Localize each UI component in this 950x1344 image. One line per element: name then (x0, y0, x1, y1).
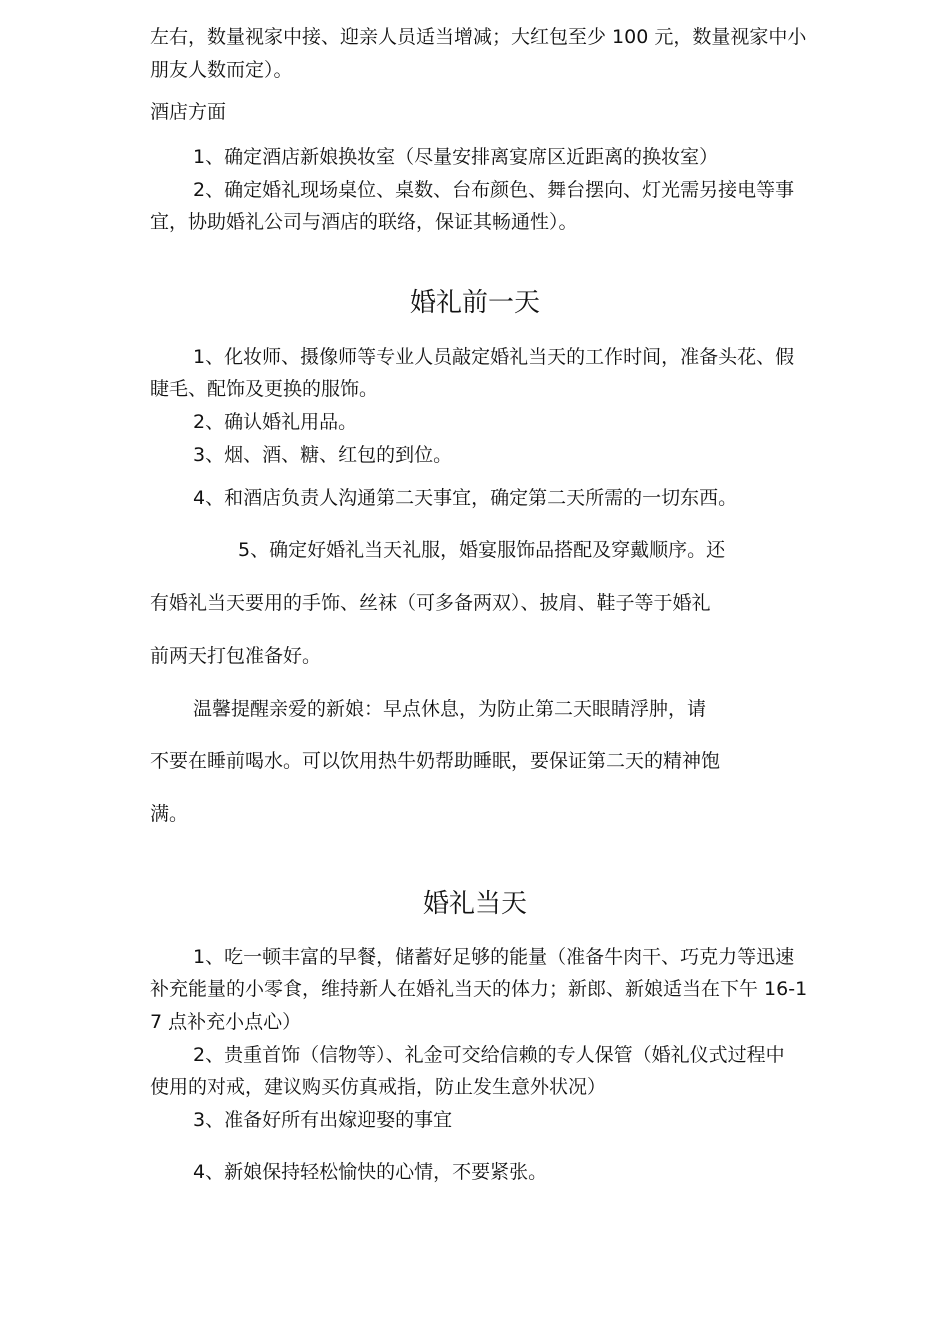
list-item-continuation: 7 点补充小点心） (150, 1011, 302, 1033)
section-heading-wedding-day: 婚礼当天 (422, 889, 527, 919)
list-item: 5、确定好婚礼当天礼服，婚宴服饰品搭配及穿戴顺序。还 (238, 539, 726, 561)
list-item: 3、准备好所有出嫁迎娶的事宜 (193, 1109, 453, 1131)
list-item: 2、确定婚礼现场桌位、桌数、台布颜色、舞台摆向、灯光需另接电等事 (193, 179, 795, 201)
list-item: 1、化妆师、摄像师等专业人员敲定婚礼当天的工作时间，准备头花、假 (193, 346, 795, 368)
list-item-continuation: 睫毛、配饰及更换的服饰。 (150, 378, 379, 400)
list-item: 2、贵重首饰（信物等）、礼金可交给信赖的专人保管（婚礼仪式过程中 (193, 1044, 785, 1066)
list-item: 1、吃一顿丰富的早餐，储蓄好足够的能量（准备牛肉干、巧克力等迅速 (193, 946, 795, 968)
reminder-text: 满。 (150, 803, 189, 825)
list-item-continuation: 前两天打包准备好。 (150, 645, 322, 667)
paragraph-line: 朋友人数而定）。 (150, 59, 293, 81)
section-label-hotel: 酒店方面 (150, 101, 227, 123)
list-item: 2、确认婚礼用品。 (193, 411, 358, 433)
list-item: 1、确定酒店新娘换妆室（尽量安排离宴席区近距离的换妆室） (193, 146, 719, 168)
section-heading-day-before: 婚礼前一天 (409, 288, 540, 318)
list-item-continuation: 补充能量的小零食，维持新人在婚礼当天的体力；新郎、新娘适当在下午 16-1 (150, 978, 808, 1000)
reminder-text: 温馨提醒亲爱的新娘：早点休息，为防止第二天眼睛浮肿，请 (193, 698, 707, 720)
list-item: 4、新娘保持轻松愉快的心情，不要紧张。 (193, 1161, 548, 1183)
list-item-continuation: 使用的对戒，建议购买仿真戒指，防止发生意外状况） (150, 1076, 607, 1098)
list-item-continuation: 有婚礼当天要用的手饰、丝袜（可多备两双）、披肩、鞋子等于婚礼 (150, 592, 711, 614)
paragraph-line: 左右，数量视家中接、迎亲人员适当增减；大红包至少 100 元，数量视家中小 (150, 26, 807, 48)
list-item-continuation: 宜，协助婚礼公司与酒店的联络，保证其畅通性）。 (150, 211, 578, 233)
list-item: 3、烟、酒、糖、红包的到位。 (193, 444, 453, 466)
list-item: 4、和酒店负责人沟通第二天事宜，确定第二天所需的一切东西。 (193, 487, 738, 509)
reminder-text: 不要在睡前喝水。可以饮用热牛奶帮助睡眠，要保证第二天的精神饱 (150, 750, 721, 772)
